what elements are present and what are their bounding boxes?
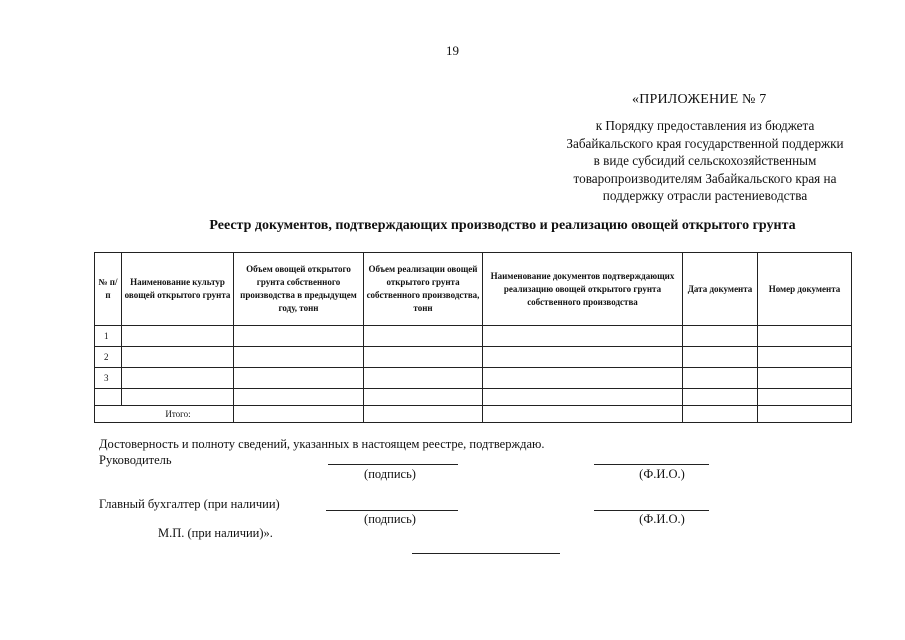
appendix-line: Забайкальского края государственной поддержки [566,135,844,151]
table-cell [683,326,758,347]
table-cell [364,347,483,368]
accountant-label: Главный бухгалтер (при наличии) [99,497,280,511]
table-cell [758,406,852,423]
table-cell [95,389,122,406]
table-cell [122,347,234,368]
appendix-line: поддержку отрасли растениеводства [602,188,808,204]
table-row [95,389,852,406]
table-cell [234,347,364,368]
table-cell [758,368,852,389]
registry-table [94,252,852,423]
head-signature-caption: (подпись) [364,467,416,481]
accountant-signature-line [326,510,458,511]
table-cell [483,326,683,347]
table-row [95,368,852,389]
table-cell [122,389,234,406]
row-number: 3 [95,368,122,389]
bottom-line [412,553,560,554]
head-signature-line [328,464,458,465]
head-name-line [594,464,709,465]
accountant-name-caption: (Ф.И.О.) [639,512,685,526]
appendix-line: в виде субсидий сельскохозяйственным [593,153,817,169]
table-cell [758,389,852,406]
table-cell [758,347,852,368]
certification-statement: Достоверность и полноту сведений, указанных в настоящем реестре, подтверждаю. [99,437,545,451]
header-document-number: Номер документа [758,253,852,326]
appendix-line: к Порядку предоставления из бюджета [595,118,815,133]
page-number: 19 [446,43,459,58]
table-cell [122,368,234,389]
row-number: 1 [95,326,122,347]
table-cell [364,368,483,389]
accountant-signature-caption: (подпись) [364,512,416,526]
table-cell [234,326,364,347]
appendix-title: «ПРИЛОЖЕНИЕ № 7 [632,92,767,107]
header-sales-volume: Объем реализации овощей открытого грунта собственного производства, тонн [364,253,483,326]
total-row [95,406,852,423]
header-document-names: Наименование документов подтверждающих реализацию овощей открытого грунта собственного производства [483,253,683,326]
table-row [95,347,852,368]
table-row [95,326,852,347]
head-name-caption: (Ф.И.О.) [639,467,685,481]
appendix-description [530,117,880,205]
table-cell [683,368,758,389]
document-title: Реестр документов, подтверждающих производство и реализацию овощей открытого грунта [209,218,796,233]
table-cell [364,389,483,406]
table-cell [483,389,683,406]
total-label: Итого: [95,406,234,423]
table-header-row [95,253,852,326]
header-production-volume: Объем овощей открытого грунта собственного производства в предыдущем году, тонн [234,253,364,326]
table-cell [364,406,483,423]
table-cell [234,368,364,389]
head-label: Руководитель [99,453,172,467]
table-cell [683,347,758,368]
table-cell [683,389,758,406]
table-cell [483,368,683,389]
table-cell [234,406,364,423]
header-crop-name: Наименование культур овощей открытого грунта [122,253,234,326]
table-cell [234,389,364,406]
table-cell [483,347,683,368]
row-number: 2 [95,347,122,368]
table-cell [483,406,683,423]
table-cell [364,326,483,347]
seal-label: М.П. (при наличии)». [158,526,273,540]
header-document-date: Дата документа [683,253,758,326]
appendix-line: товаропроизводителям Забайкальского края на [573,170,837,186]
table-cell [122,326,234,347]
table-cell [683,406,758,423]
header-number: № п/п [95,253,122,326]
table-cell [758,326,852,347]
accountant-name-line [594,510,709,511]
